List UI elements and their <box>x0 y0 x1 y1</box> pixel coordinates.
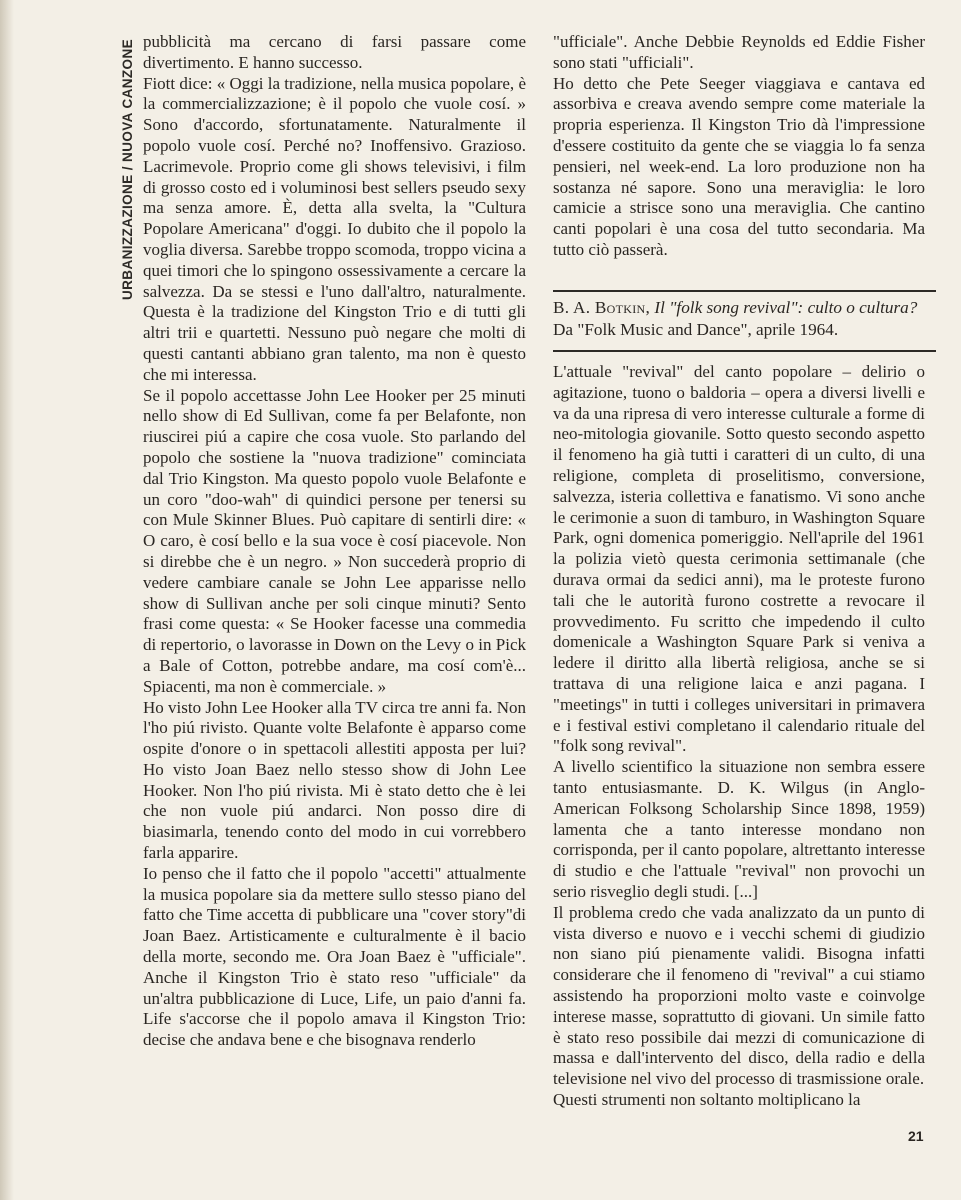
right-column-body <box>553 362 925 1111</box>
paragraph: Il problema credo che vada analizzato da un punto di vista diverso e nuovo e i vecchi schemi di giudizio non siano piú pienamente validi. Bisogna infatti considerare che il fenomeno di "revival" a cui stiamo assistendo ha proporzioni molto vaste e coinvolge interese masse, soprattutto di giovani. Un simile fatto è stato reso possibile dai mezzi di comunicazione di massa e dall'intervento del disco, della radio e della televisione nel vivo del processo di trasmissione orale. <box>553 902 925 1089</box>
page-number: 21 <box>908 1128 924 1144</box>
paragraph: "ufficiale". Anche Debbie Reynolds ed Eddie Fisher sono stati "ufficiali". <box>553 32 925 72</box>
paragraph: Io penso che il fatto che il popolo "accetti" attualmente la musica popolare sia da mettere sullo stesso piano del fatto che Time accetta di pubblicare una "cover story"di Joan Baez. Artisticamente e culturalmente è il bacio della morte, secondo me. Ora Joan Baez è "ufficiale". Anche il Kingston Trio è stato reso "ufficiale" da un'altra pubblicazione di Luce, Life, un paio d'anni fa. Life s'accorse che il popolo amava il Kingston Trio: decise che andava bene e che bisognava renderlo <box>143 863 526 1050</box>
paragraph: A livello scientifico la situazione non sembra essere tanto entusiasmante. D. K. Wilgus (in Anglo-American Folksong Scholarship Since 1898, 1959) lamenta che a tanto interesse mondano non corrisponda, per il canto popolare, altrettanto interesse di studio e che l'attuale "revival" non provochi un serio risveglio degli studi. [...] <box>553 757 925 901</box>
citation-author: B. A. Botkin, <box>553 298 651 317</box>
citation-source: Da "Folk Music and Dance", aprile 1964. <box>553 320 839 339</box>
paragraph: pubblicità ma cercano di farsi passare come divertimento. E hanno successo. <box>143 32 526 72</box>
paragraph: Questi strumenti non soltanto moltiplicano la <box>553 1089 861 1109</box>
section-heading-text: URBANIZZAZIONE / NUOVA CANZONE <box>120 39 135 300</box>
citation <box>553 297 936 341</box>
paragraph: L'attuale "revival" del canto popolare – delirio o agitazione, tuono o baldoria – opera a diversi livelli e va da una ripresa di vero interesse culturale a forme di neo-mitologia giovanile. Sotto questo secondo aspetto il fenomeno ha già tutti i caratteri di un culto, di una religione, completa di proselitismo, conversione, salvezza, isteria collettiva e fanatismo. Vi sono anche le cerimonie a suon di tamburo, in Washington Square Park, ogni domenica pomeriggio. Nell'aprile del 1961 la polizia vietò questa cerimonia settimanale (che durava ormai da sedici anni), ma le proteste furono tali che le autorità furono costrette a revocare il provvedimento. Fu scritto che impedendo il culto domenicale a Washington Square Park si veniva a ledere il diritto alla libertà religiosa, anche se si trattava di una religione laica e anzi pagana. I "meetings" in tutti i colleges universitari in primavera e i festival estivi completano il calendario rituale del "folk song revival". <box>553 362 925 756</box>
citation-title: Il "folk song revival": culto o cultura? <box>654 298 918 317</box>
paragraph: Se il popolo accettasse John Lee Hooker per 25 minuti nello show di Ed Sullivan, come fa per Belafonte, non riuscirei piú a capire che cosa vuole. Sto parlando del popolo che sostiene la "nuova tradizione" cominciata dal Trio Kingston. Ma questo popolo vuole Belafonte e un coro "doo-wah" di quindici persone per tenersi su con Mule Skinner Blues. Può capitare di sentirli dire: « O caro, è cosí bello e la sua voce è cosí piacevole. Non si direbbe che è un negro. » Non succederà proprio di vedere cambiare canale se John Lee apparisse nello show di Sullivan anche per soli cinque minuti? Sento frasi come questa: « Se Hooker facesse una commedia di repertorio, o lavorasse in Down on the Levy o in Pick a Bale of Cotton, potrebbe andare, ma cosí com'è... Spiacenti, ma non è commerciale. » <box>143 385 526 696</box>
paragraph: Ho visto John Lee Hooker alla TV circa tre anni fa. Non l'ho piú rivisto. Quante volte Belafonte è apparso come ospite d'onore o in spettacoli allestiti apposta per lui? Ho visto Joan Baez nello stesso show di John Lee Hooker. Non l'ho piú rivista. Mi è stato detto che è lei che non vuole piú andarci. Non posso dire di biasimarla, tenendo conto del modo in cui vorrebbero farla apparire. <box>143 697 526 863</box>
citation-rule-top <box>553 290 936 292</box>
left-column <box>143 32 526 1051</box>
citation-rule-bottom <box>553 350 936 352</box>
page-gutter-shadow <box>0 0 14 1200</box>
section-heading <box>116 30 138 330</box>
paragraph: Ho detto che Pete Seeger viaggiava e cantava ed assorbiva e creava avendo sempre come materiale la propria esperienza. Il Kingston Trio dà l'impressione d'essere costituito da gente che se viaggia lo fa senza pensieri, nel week-end. La loro produzione non ha sostanza né sapore. Sono una meraviglia: le loro camicie a strisce sono una meraviglia. Che cantino canti popolari è una cosa del tutto secondaria. Ma tutto ciò passerà. <box>553 73 925 259</box>
right-column-top <box>553 32 925 261</box>
paragraph: Fiott dice: « Oggi la tradizione, nella musica popolare, è la commercializzazione; è il popolo che vuole cosí. » Sono d'accordo, sfortunatamente. Naturalmente il popolo vuole cosí. Perché no? Inoffensivo. Grazioso. Lacrimevole. Proprio come gli shows televisivi, i film di grosso costo ed i voluminosi best sellers pseudo sexy ma senza amore. È, detta alla svelta, la "Cultura Popolare Americana" d'oggi. Io dubito che il popolo la voglia diversa. Sarebbe troppo scomoda, troppo vicina a quei timori che lo spingono ossessivamente a cercare la salvezza. Da se stessi e l'uno dall'altro, naturalmente. Questa è la tradizione del Kingston Trio e di tutti gli altri trii e quartetti. Nessuno può negare che molti di questi cantanti abbiano gran talento, ma non è questo che mi interessa. <box>143 73 526 384</box>
